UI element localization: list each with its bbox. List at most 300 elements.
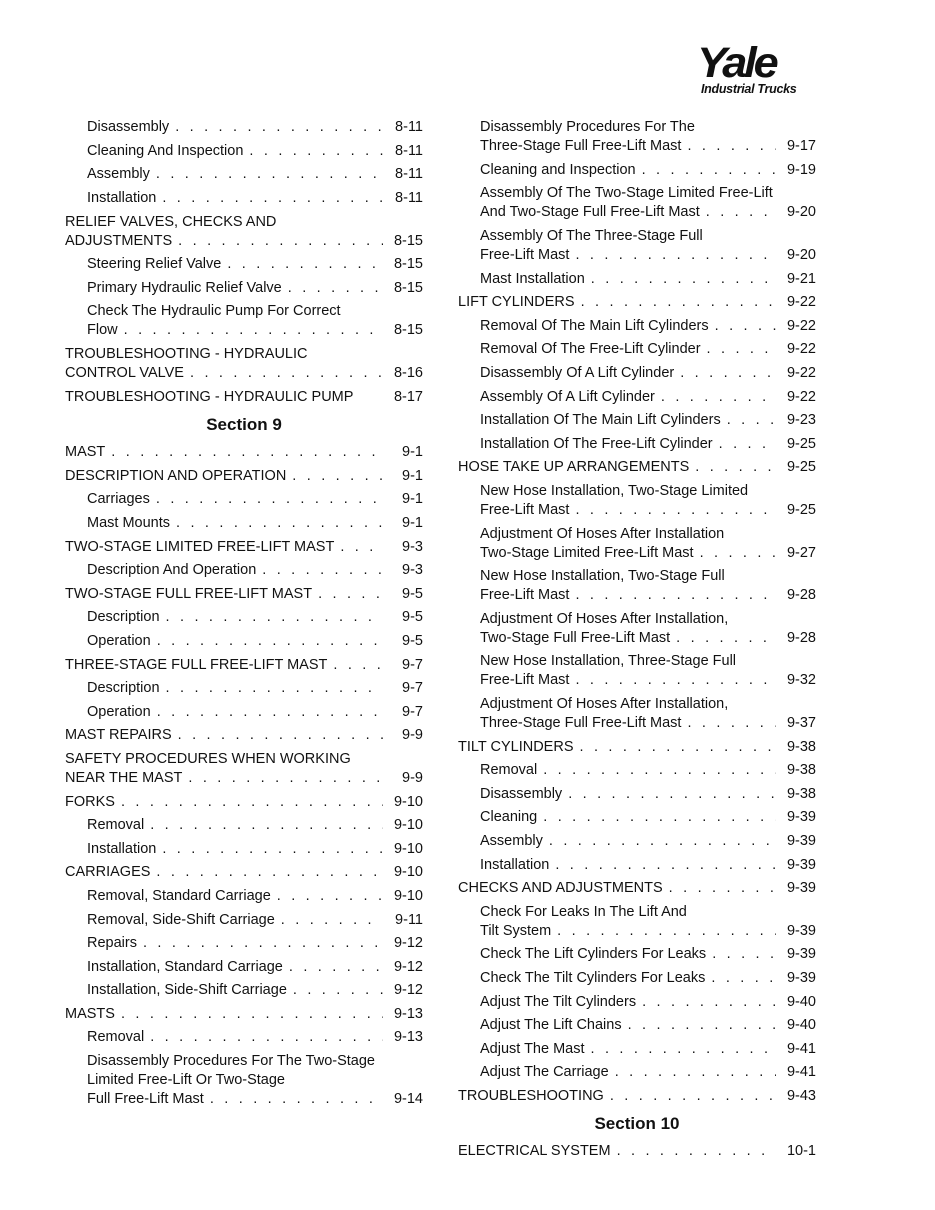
page-number: 9-5	[402, 609, 423, 626]
entry-title: Removal Of The Free-Lift Cylinder	[480, 341, 701, 358]
toc-entry[interactable]	[458, 967, 816, 991]
entry-title: Adjust The Carriage	[480, 1064, 609, 1081]
dot-leader	[124, 321, 383, 340]
entry-row	[480, 411, 816, 430]
entry-row	[480, 761, 816, 780]
dot-leader	[262, 561, 383, 580]
dot-leader	[162, 189, 383, 208]
toc-entry[interactable]	[65, 583, 423, 607]
page-number: 9-5	[402, 632, 423, 649]
dot-leader	[157, 703, 383, 722]
toc-entry[interactable]	[458, 182, 816, 225]
entry-row	[65, 388, 423, 407]
dot-leader	[292, 467, 383, 486]
toc-entry[interactable]	[458, 853, 816, 877]
page-number: 9-12	[393, 935, 423, 952]
entry-title: TILT CYLINDERS	[458, 738, 574, 755]
entry-title: Three-Stage Full Free-Lift Mast	[480, 138, 682, 155]
page-number: 9-1	[402, 444, 423, 461]
entry-title: MASTS	[65, 1005, 115, 1022]
entry-row	[480, 1016, 816, 1035]
entry-row	[87, 887, 423, 906]
entry-title: Assembly	[87, 166, 150, 183]
entry-title: Removal	[87, 1029, 145, 1046]
entry-title: TROUBLESHOOTING - HYDRAULIC PUMP	[65, 388, 354, 405]
entry-row	[480, 340, 816, 359]
page-number: 9-39	[786, 969, 816, 986]
dot-leader	[642, 161, 776, 180]
entry-title-line: Assembly Of The Three-Stage Full	[480, 228, 703, 245]
entry-row	[87, 189, 423, 208]
page-number: 8-15	[393, 279, 423, 296]
toc-entry[interactable]	[65, 140, 423, 164]
entry-row	[65, 467, 423, 486]
toc-entry[interactable]	[65, 790, 423, 814]
dot-leader	[575, 246, 776, 265]
page-number: 9-11	[395, 911, 423, 928]
entry-title: LIFT CYLINDERS	[458, 294, 575, 311]
entry-row	[87, 934, 423, 953]
toc-entry[interactable]	[65, 700, 423, 724]
entry-row	[458, 1087, 816, 1106]
page-number: 9-20	[786, 204, 816, 221]
toc-right-column	[458, 116, 816, 1164]
toc-entry[interactable]	[65, 979, 423, 1003]
entry-title-line: Disassembly Procedures For The Two-Stage	[87, 1053, 375, 1070]
entry-row	[480, 1040, 816, 1059]
dot-leader	[281, 911, 383, 930]
entry-title: Steering Relief Valve	[87, 256, 222, 273]
toc-entry[interactable]	[65, 1026, 423, 1050]
entry-title: Installation, Side-Shift Carriage	[87, 982, 287, 999]
entry-title: THREE-STAGE FULL FREE-LIFT MAST	[65, 656, 328, 673]
entry-row	[480, 808, 816, 827]
page-number: 9-22	[786, 294, 816, 311]
toc-entry[interactable]	[458, 943, 816, 967]
entry-title: Disassembly Of A Lift Cylinder	[480, 365, 675, 382]
toc-entry[interactable]	[65, 163, 423, 187]
page-number: 9-39	[786, 832, 816, 849]
dot-leader	[615, 1063, 776, 1082]
entry-row	[480, 586, 816, 605]
entry-title-line: New Hose Installation, Three-Stage Full	[480, 653, 737, 670]
entry-title-line: New Hose Installation, Two-Stage Full	[480, 568, 725, 585]
entry-title: Description	[87, 680, 160, 697]
entry-row	[480, 270, 816, 289]
toc-entry[interactable]	[65, 343, 423, 386]
toc-entry[interactable]	[65, 861, 423, 885]
entry-title: Tilt System	[480, 922, 552, 939]
entry-title: Three-Stage Full Free-Lift Mast	[480, 714, 682, 731]
toc-entry[interactable]	[458, 806, 816, 830]
page-number: 9-39	[786, 809, 816, 826]
dot-leader	[166, 608, 383, 627]
toc-entry[interactable]	[458, 291, 816, 315]
entry-title: Removal	[480, 762, 538, 779]
dot-leader	[610, 1087, 776, 1106]
toc-entry[interactable]	[458, 565, 816, 608]
dot-leader	[591, 270, 776, 289]
entry-title: Adjust The Mast	[480, 1040, 585, 1057]
entry-row	[480, 629, 816, 648]
entry-row	[480, 317, 816, 336]
page-number: 8-11	[395, 142, 423, 159]
toc-entry[interactable]	[65, 465, 423, 489]
toc-entry[interactable]	[458, 338, 816, 362]
toc-entry[interactable]	[65, 535, 423, 559]
dot-leader	[178, 232, 383, 251]
entry-row	[480, 246, 816, 265]
entry-title-line: Check For Leaks In The Lift And	[480, 903, 687, 920]
toc-entry[interactable]	[65, 885, 423, 909]
dot-leader	[175, 118, 383, 137]
entry-title: Carriages	[87, 491, 150, 508]
toc-entry[interactable]	[458, 1014, 816, 1038]
entry-title: Assembly	[480, 832, 543, 849]
toc-entry[interactable]	[65, 559, 423, 583]
entry-row	[65, 443, 423, 462]
entry-title: Mast Mounts	[87, 515, 170, 532]
toc-entry[interactable]	[458, 433, 816, 457]
entry-row	[65, 232, 423, 251]
dot-leader	[711, 969, 776, 988]
entry-title: Removal, Standard Carriage	[87, 887, 271, 904]
page-number: 9-22	[786, 317, 816, 334]
dot-leader	[150, 1028, 383, 1047]
entry-row	[65, 726, 423, 745]
page-number: 9-39	[786, 880, 816, 897]
toc-entry[interactable]	[65, 814, 423, 838]
page-number: 10-1	[786, 1143, 816, 1160]
entry-row	[87, 840, 423, 859]
entry-row	[87, 632, 423, 651]
dot-leader	[680, 364, 776, 383]
page-number: 9-14	[393, 1091, 423, 1108]
entry-title: Adjust The Lift Chains	[480, 1017, 622, 1034]
page-number: 9-25	[786, 435, 816, 452]
entry-title: Installation	[87, 840, 157, 857]
page-number: 9-17	[786, 138, 816, 155]
page-number: 8-17	[393, 388, 423, 405]
entry-row	[480, 922, 816, 941]
toc-entry[interactable]	[458, 522, 816, 565]
entry-title: TROUBLESHOOTING	[458, 1087, 604, 1104]
dot-leader	[617, 1142, 776, 1161]
page-number: 9-41	[786, 1040, 816, 1057]
dot-leader	[557, 922, 776, 941]
toc-entry[interactable]	[65, 955, 423, 979]
dot-leader	[293, 981, 383, 1000]
page-number: 9-39	[786, 946, 816, 963]
dot-leader	[669, 879, 776, 898]
page-number: 8-15	[393, 322, 423, 339]
entry-title: MAST	[65, 444, 106, 461]
entry-row	[480, 856, 816, 875]
toc-entry[interactable]	[458, 650, 816, 693]
entry-row	[480, 435, 816, 454]
entry-row	[480, 161, 816, 180]
section-heading: Section 10	[594, 1114, 680, 1134]
dot-leader	[568, 785, 776, 804]
toc-left-column	[65, 116, 423, 1111]
page-number: 9-39	[786, 856, 816, 873]
entry-title: Full Free-Lift Mast	[87, 1091, 204, 1108]
entry-title: Installation	[87, 190, 157, 207]
entry-title: TWO-STAGE LIMITED FREE-LIFT MAST	[65, 538, 335, 555]
toc-entry[interactable]	[65, 932, 423, 956]
entry-title: Operation	[87, 703, 151, 720]
entry-row	[87, 1090, 423, 1109]
dot-leader	[111, 443, 383, 462]
toc-entry[interactable]	[65, 300, 423, 343]
dot-leader	[628, 1016, 776, 1035]
dot-leader	[580, 738, 777, 757]
page-number: 9-22	[786, 365, 816, 382]
entry-row	[458, 879, 816, 898]
entry-title: Removal Of The Main Lift Cylinders	[480, 317, 709, 334]
page-number: 9-22	[786, 388, 816, 405]
entry-title: Removal, Side-Shift Carriage	[87, 911, 275, 928]
dot-leader	[166, 679, 383, 698]
page-number: 9-10	[393, 840, 423, 857]
toc-entry[interactable]	[458, 693, 816, 736]
page-number: 9-25	[786, 502, 816, 519]
toc-entry[interactable]	[65, 116, 423, 140]
toc-entry[interactable]	[458, 830, 816, 854]
page-number: 9-25	[786, 459, 816, 476]
toc-entry[interactable]	[65, 488, 423, 512]
page-number: 9-43	[786, 1087, 816, 1104]
entry-row	[65, 585, 423, 604]
entry-row	[87, 958, 423, 977]
page-number: 9-10	[393, 793, 423, 810]
toc-entry[interactable]	[65, 748, 423, 791]
entry-title: Operation	[87, 632, 151, 649]
page-number: 9-38	[786, 785, 816, 802]
entry-title: CHECKS AND ADJUSTMENTS	[458, 880, 663, 897]
toc-entry[interactable]	[65, 187, 423, 211]
dot-leader	[340, 538, 383, 557]
entry-title: Free-Lift Mast	[480, 502, 570, 519]
toc-entry[interactable]	[65, 253, 423, 277]
toc-entry[interactable]	[458, 1140, 816, 1164]
section-heading: Section 9	[206, 414, 282, 434]
toc-entry[interactable]	[65, 724, 423, 748]
entry-row	[65, 1005, 423, 1024]
entry-row	[480, 364, 816, 383]
toc-entry[interactable]	[458, 990, 816, 1014]
toc-entry[interactable]	[458, 877, 816, 901]
dot-leader	[707, 340, 776, 359]
entry-row	[87, 911, 423, 930]
dot-leader	[143, 934, 383, 953]
page-number: 8-15	[393, 256, 423, 273]
page-number: 9-23	[786, 412, 816, 429]
entry-title: DESCRIPTION AND OPERATION	[65, 467, 287, 484]
page-number: 9-28	[786, 629, 816, 646]
page-number: 9-7	[402, 680, 423, 697]
dot-leader	[555, 856, 776, 875]
entry-row	[65, 793, 423, 812]
toc-entry[interactable]	[458, 159, 816, 183]
dot-leader	[289, 958, 383, 977]
entry-row	[480, 203, 816, 222]
entry-title: Check The Tilt Cylinders For Leaks	[480, 969, 706, 986]
toc-entry[interactable]	[458, 225, 816, 268]
page-number: 9-28	[786, 587, 816, 604]
entry-title: CONTROL VALVE	[65, 365, 184, 382]
toc-entry[interactable]	[458, 1061, 816, 1085]
entry-title-line: Adjustment Of Hoses After Installation,	[480, 610, 729, 627]
toc-entry[interactable]	[458, 759, 816, 783]
page-number: 9-7	[402, 703, 423, 720]
toc-entry[interactable]	[458, 1085, 816, 1109]
toc-entry[interactable]	[458, 782, 816, 806]
dot-leader	[591, 1040, 776, 1059]
page-number: 9-32	[786, 672, 816, 689]
page-number: 9-13	[393, 1005, 423, 1022]
entry-row	[87, 118, 423, 137]
entry-title: Disassembly	[480, 785, 563, 802]
toc-entry[interactable]	[458, 735, 816, 759]
page-number: 9-1	[402, 491, 423, 508]
entry-row	[87, 142, 423, 161]
entry-title: Installation	[480, 856, 550, 873]
page-number: 9-10	[393, 887, 423, 904]
toc-entry[interactable]	[458, 267, 816, 291]
dot-leader	[549, 832, 776, 851]
dot-leader	[543, 761, 776, 780]
toc-entry[interactable]	[65, 385, 423, 409]
entry-row	[87, 514, 423, 533]
toc-entry[interactable]	[65, 837, 423, 861]
entry-row	[458, 293, 816, 312]
page-number: 9-38	[786, 762, 816, 779]
page-number: 9-27	[786, 544, 816, 561]
dot-leader	[333, 656, 383, 675]
entry-title: And Two-Stage Full Free-Lift Mast	[480, 204, 700, 221]
yale-logo	[697, 39, 817, 96]
page-number: 8-11	[395, 119, 423, 136]
toc-entry[interactable]	[65, 277, 423, 301]
toc-entry[interactable]	[65, 653, 423, 677]
entry-title: Adjust The Tilt Cylinders	[480, 993, 637, 1010]
toc-entry[interactable]	[458, 362, 816, 386]
entry-title: Installation Of The Main Lift Cylinders	[480, 412, 721, 429]
page-number: 9-12	[393, 982, 423, 999]
page-number: 9-37	[786, 714, 816, 731]
toc-entry[interactable]	[65, 441, 423, 465]
toc-entry[interactable]	[458, 1037, 816, 1061]
page-number: 8-11	[395, 166, 423, 183]
entry-title-line: Disassembly Procedures For The	[480, 119, 695, 136]
page-number: 9-10	[393, 864, 423, 881]
dot-leader	[543, 808, 776, 827]
dot-leader	[581, 293, 776, 312]
dot-leader	[150, 816, 383, 835]
toc-entry[interactable]	[65, 210, 423, 253]
page-number: 9-1	[402, 467, 423, 484]
entry-row	[87, 561, 423, 580]
toc-entry[interactable]	[65, 512, 423, 536]
entry-title: HOSE TAKE UP ARRANGEMENTS	[458, 459, 690, 476]
dot-leader	[249, 142, 383, 161]
entry-row	[480, 993, 816, 1012]
toc-entry[interactable]	[65, 606, 423, 630]
page-number: 9-7	[402, 656, 423, 673]
entry-title: Primary Hydraulic Relief Valve	[87, 279, 282, 296]
entry-title-line: New Hose Installation, Two-Stage Limited	[480, 483, 749, 500]
entry-title-line: Limited Free-Lift Or Two-Stage	[87, 1072, 285, 1089]
entry-title: Installation, Standard Carriage	[87, 958, 283, 975]
page-number: 9-13	[393, 1029, 423, 1046]
toc-entry[interactable]	[65, 1003, 423, 1027]
dot-leader	[676, 629, 776, 648]
entry-row	[87, 703, 423, 722]
dot-leader	[687, 137, 776, 156]
entry-title: Removal	[87, 817, 145, 834]
page-number: 9-9	[402, 769, 423, 786]
entry-title-line: Adjustment Of Hoses After Installation,	[480, 695, 729, 712]
toc-entry[interactable]	[458, 480, 816, 523]
dot-leader	[121, 1005, 383, 1024]
entry-title: Free-Lift Mast	[480, 247, 570, 264]
toc-entry[interactable]	[458, 385, 816, 409]
entry-title: Free-Lift Mast	[480, 672, 570, 689]
entry-row	[65, 769, 423, 788]
entry-title-line: Adjustment Of Hoses After Installation	[480, 525, 725, 542]
toc-entry[interactable]	[65, 677, 423, 701]
dot-leader	[661, 388, 776, 407]
entry-row	[480, 544, 816, 563]
entry-title: TWO-STAGE FULL FREE-LIFT MAST	[65, 585, 313, 602]
toc-entry[interactable]	[458, 315, 816, 339]
dot-leader	[121, 793, 383, 812]
page-number: 9-41	[786, 1064, 816, 1081]
entry-title: Two-Stage Limited Free-Lift Mast	[480, 544, 694, 561]
page-number: 9-3	[402, 538, 423, 555]
page-number: 8-15	[393, 232, 423, 249]
toc-entry[interactable]	[458, 409, 816, 433]
toc-entry[interactable]	[65, 908, 423, 932]
page-number: 9-22	[786, 341, 816, 358]
page-number: 9-10	[393, 817, 423, 834]
dot-leader	[575, 586, 776, 605]
entry-title: Two-Stage Full Free-Lift Mast	[480, 629, 671, 646]
toc-entry[interactable]	[458, 456, 816, 480]
entry-title-line: Assembly Of The Two-Stage Limited Free-Lift	[480, 185, 773, 202]
entry-row	[87, 321, 423, 340]
entry-row	[480, 137, 816, 156]
dot-leader	[642, 993, 776, 1012]
toc-entry[interactable]	[458, 116, 816, 159]
dot-leader	[190, 364, 383, 383]
toc-entry[interactable]	[458, 900, 816, 943]
entry-row	[458, 738, 816, 757]
toc-entry[interactable]	[65, 630, 423, 654]
entry-title-line: TROUBLESHOOTING - HYDRAULIC	[65, 346, 308, 363]
toc-entry[interactable]	[458, 608, 816, 651]
entry-row	[65, 656, 423, 675]
toc-entry[interactable]	[65, 1050, 423, 1112]
page-number: 9-19	[786, 161, 816, 178]
entry-title: Repairs	[87, 935, 137, 952]
entry-title: Description	[87, 609, 160, 626]
entry-row	[458, 458, 816, 477]
entry-title: NEAR THE MAST	[65, 769, 183, 786]
entry-row	[480, 671, 816, 690]
dot-leader	[188, 769, 383, 788]
